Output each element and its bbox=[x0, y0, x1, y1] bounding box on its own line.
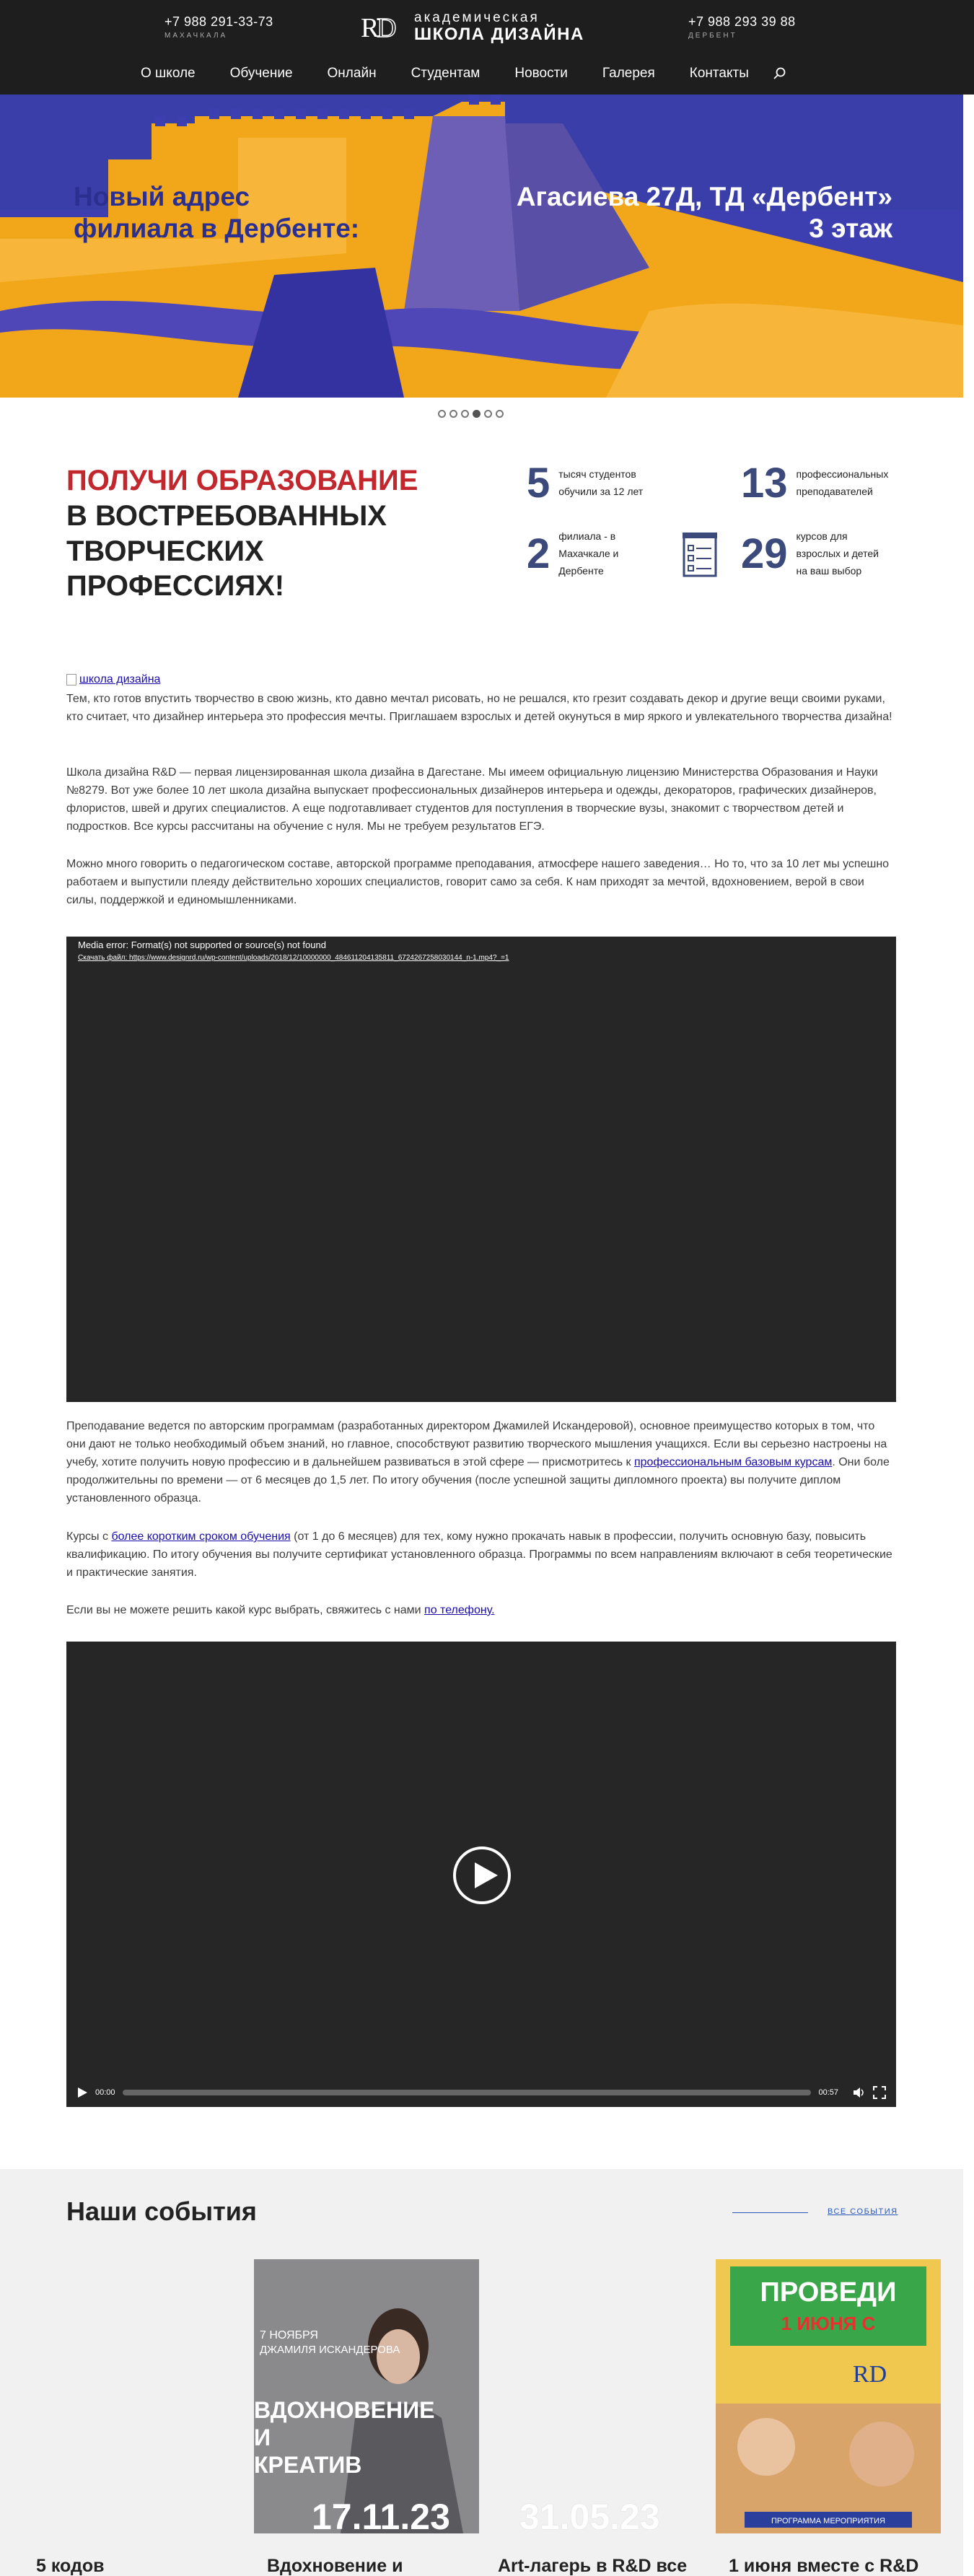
poster-text: КРЕАТИВ bbox=[254, 2452, 362, 2478]
poster-text: И bbox=[254, 2424, 271, 2450]
poster-text: ДЖАМИЛЯ ИСКАНДЕРОВА bbox=[260, 2344, 400, 2356]
event-title[interactable]: 5 кодов bbox=[36, 2556, 105, 2576]
volume-icon[interactable] bbox=[853, 2086, 866, 2099]
stat-number: 5 bbox=[527, 460, 550, 507]
poster-text: 1 ИЮНЯ С bbox=[781, 2313, 876, 2334]
progress-bar[interactable] bbox=[123, 2090, 812, 2095]
event-image-inspiration[interactable] bbox=[254, 2259, 479, 2533]
all-events-link[interactable]: ВСЕ СОБЫТИЯ bbox=[828, 2207, 898, 2216]
hero-banner[interactable] bbox=[0, 95, 963, 398]
event-image-june1[interactable] bbox=[716, 2259, 941, 2533]
event-poster-photo bbox=[254, 2259, 479, 2533]
event-title[interactable]: Art-лагерь в R&D все bbox=[498, 2556, 688, 2576]
phone-city: ДЕРБЕНТ bbox=[688, 32, 737, 40]
stat-label: профессиональных преподавателей bbox=[796, 468, 889, 497]
video-player[interactable] bbox=[66, 1642, 896, 2107]
slider-dot[interactable] bbox=[438, 410, 446, 418]
slider-dot[interactable] bbox=[449, 410, 457, 418]
total-time: 00:57 bbox=[818, 2088, 838, 2097]
headline-accent: ПОЛУЧИ ОБРАЗОВАНИЕ bbox=[66, 465, 418, 496]
stat-label: тысяч студентов обучили за 12 лет bbox=[558, 468, 644, 497]
programs-paragraph: Преподавание ведется по авторским программам (разработанных директором Джамилей Искандеровой), основное преимущество которых в том, что они дают не только необходимый объем знаний, но главное, способствуют развитию творческого мышления учащихся. Если вы серьезно настроены на учебу, хотите получить новую профессию и в дальнейшем развиваться в этой сфере — присмотритесь к профессиональным базовым курсам. Они боле продолжительны по времени — от 6 месяцев до 1,5 лет. По итогу обучения (после успешной защиты дипломного проекта) вы получите диплом установленного образца. bbox=[66, 1420, 890, 1504]
video-controls bbox=[66, 2078, 896, 2107]
headline-line: В ВОСТРЕБОВАННЫХ bbox=[66, 499, 387, 532]
event-image-artcamp[interactable] bbox=[519, 2259, 745, 2533]
video-player-error[interactable] bbox=[66, 937, 896, 1402]
video-error-message: Media error: Format(s) not supported or source(s) not found bbox=[78, 939, 326, 950]
phone-city: МАХАЧКАЛА bbox=[164, 32, 228, 40]
document-checklist-icon bbox=[683, 533, 717, 577]
logo-rd-icon bbox=[361, 12, 408, 41]
site-header bbox=[0, 0, 974, 95]
event-title[interactable]: Вдохновение и bbox=[267, 2556, 403, 2576]
event-date: 17.11.23 bbox=[312, 2497, 450, 2533]
event-poster-kids bbox=[716, 2259, 941, 2533]
short-courses-link[interactable]: более коротким сроком обучения bbox=[111, 1530, 291, 1543]
play-button-large[interactable] bbox=[453, 1846, 511, 1904]
slider-dot-active[interactable] bbox=[473, 410, 481, 418]
nav-item-gallery[interactable]: Галерея bbox=[602, 66, 655, 81]
banner-left-text bbox=[74, 181, 359, 245]
banner-right-line1: Агасиева 27Д, ТД «Дербент» bbox=[516, 182, 892, 211]
stat-number: 13 bbox=[741, 460, 788, 507]
nav-item-contacts[interactable]: Контакты bbox=[689, 66, 749, 81]
poster-text: ПРОВЕДИ bbox=[760, 2277, 897, 2308]
video-download-link[interactable]: Скачать файл: https://www.designrd.ru/wp-content/uploads/2018/12/10000000_484611204135811_6724267258030144_n-1.mp4?_=1 bbox=[78, 954, 509, 962]
slider-dots bbox=[438, 410, 504, 418]
stat-courses bbox=[741, 528, 879, 579]
fullscreen-icon[interactable] bbox=[873, 2086, 886, 2099]
nav-item-online[interactable]: Онлайн bbox=[327, 66, 377, 81]
nav-item-about[interactable]: О школе bbox=[141, 66, 196, 81]
slider-dot[interactable] bbox=[496, 410, 504, 418]
nav-item-students[interactable]: Студентам bbox=[411, 66, 481, 81]
logo[interactable] bbox=[361, 10, 613, 43]
stat-label: курсов для взрослых и детей на ваш выбор bbox=[796, 530, 879, 577]
banner-right-text bbox=[517, 181, 892, 245]
nav-item-education[interactable]: Обучение bbox=[229, 66, 293, 81]
phone-number[interactable]: +7 988 291-33-73 bbox=[164, 14, 273, 29]
team-paragraph: Можно много говорить о педагогическом составе, авторской программе преподавания, атмосфере нашего заведения… Но то, что за 10 лет мы успешно работаем и выпустили плеяду действительно хороших специалистов, говорит само за себя. К нам приходят за мечтой, вдохновением, верой в свои силы, поддержкой и единомышленниками. bbox=[66, 858, 890, 906]
play-icon[interactable] bbox=[76, 2087, 88, 2098]
poster-text: ВДОХНОВЕНИЕ bbox=[254, 2397, 435, 2423]
headline-line: ТВОРЧЕСКИХ bbox=[66, 535, 264, 567]
phone-number[interactable]: +7 988 293 39 88 bbox=[688, 14, 796, 29]
logo-line2: ШКОЛА ДИЗАЙНА bbox=[414, 24, 584, 44]
banner-left-line1: Новый адрес bbox=[74, 182, 250, 211]
headline-line: ПРОФЕССИЯХ! bbox=[66, 570, 285, 603]
play-icon bbox=[472, 1861, 501, 1890]
fortress-illustration bbox=[0, 95, 963, 398]
base-courses-link[interactable]: профессиональным базовым курсам bbox=[633, 1456, 833, 1468]
svg-text:D: D bbox=[377, 13, 397, 41]
poster-text: 7 НОЯБРЯ bbox=[260, 2329, 318, 2341]
phone-link[interactable]: по телефону. bbox=[424, 1604, 495, 1616]
stat-number: 2 bbox=[527, 530, 550, 578]
poster-text: ПРОГРАММА МЕРОПРИЯТИЯ bbox=[771, 2517, 885, 2525]
events-title: Наши события bbox=[66, 2196, 257, 2226]
search-icon[interactable] bbox=[772, 66, 786, 81]
about-paragraph: Школа дизайна R&D — первая лицензированная школа дизайна в Дагестане. Мы имеем официальную лицензию Министерства Образования и Науки №8279. Вот уже более 10 лет школа дизайна выпускает профессиональных дизайнеров интерьера и одежды, декораторов, графических дизайнеров, флористов, швей и других специалистов. А еще подготавливает студентов для поступления в творческие вузы, знакомит с творчеством детей и подростков. Все курсы рассчитаны на обучение с нуля. Мы не требуем результатов ЕГЭ. bbox=[66, 766, 878, 833]
image-alt-text: школа дизайна bbox=[79, 673, 161, 685]
stat-students bbox=[527, 459, 643, 507]
divider bbox=[732, 2212, 808, 2213]
stat-branches bbox=[527, 528, 618, 579]
short-courses-paragraph: Курсы с более коротким сроком обучения (от 1 до 6 месяцев) для тех, кому нужно прокачать навык в профессии, получить основную базу, повысить квалификацию. По итогу обучения вы получите сертификат установленного образца. Программы по всем направлениям включают в себя теоретические и практические занятия. bbox=[66, 1530, 892, 1579]
svg-text:RD: RD bbox=[853, 2361, 887, 2388]
nav-item-news[interactable]: Новости bbox=[514, 66, 568, 81]
event-title[interactable]: 1 июня вместе с R&D bbox=[729, 2556, 919, 2576]
banner-right-line2: 3 этаж bbox=[809, 214, 892, 244]
school-image-link[interactable] bbox=[66, 673, 160, 686]
current-time: 00:00 bbox=[95, 2088, 115, 2097]
slider-dot[interactable] bbox=[461, 410, 469, 418]
broken-image-icon bbox=[66, 674, 76, 685]
logo-line1: академическая bbox=[414, 9, 540, 25]
contact-paragraph: Если вы не можете решить какой курс выбрать, свяжитесь с нами по телефону. bbox=[66, 1604, 495, 1616]
main-nav bbox=[141, 63, 786, 84]
phone-derbent[interactable] bbox=[688, 14, 796, 40]
intro-paragraph: Тем, кто готов впустить творчество в свою жизнь, кто давно мечтал рисовать, но не решался, кто грезит создавать декор и другие вещи своими руками, кто считает, что дизайнер интерьера это профессия мечты. Приглашаем взрослых и детей окунуться в мир яркого и увлекательного творчества дизайна! bbox=[66, 693, 892, 723]
slider-dot[interactable] bbox=[484, 410, 492, 418]
stat-number: 29 bbox=[741, 530, 788, 578]
phone-makhachkala[interactable] bbox=[164, 14, 273, 40]
svg-text:R: R bbox=[361, 13, 379, 41]
page-headline bbox=[66, 463, 418, 604]
stat-teachers bbox=[741, 459, 888, 507]
banner-left-line2: филиала в Дербенте: bbox=[74, 214, 360, 244]
events-section bbox=[0, 2169, 963, 2576]
logo-text bbox=[414, 11, 584, 43]
event-date: 31.05.23 bbox=[519, 2497, 660, 2533]
stat-label: филиала - в Махачкале и Дербенте bbox=[558, 530, 619, 577]
